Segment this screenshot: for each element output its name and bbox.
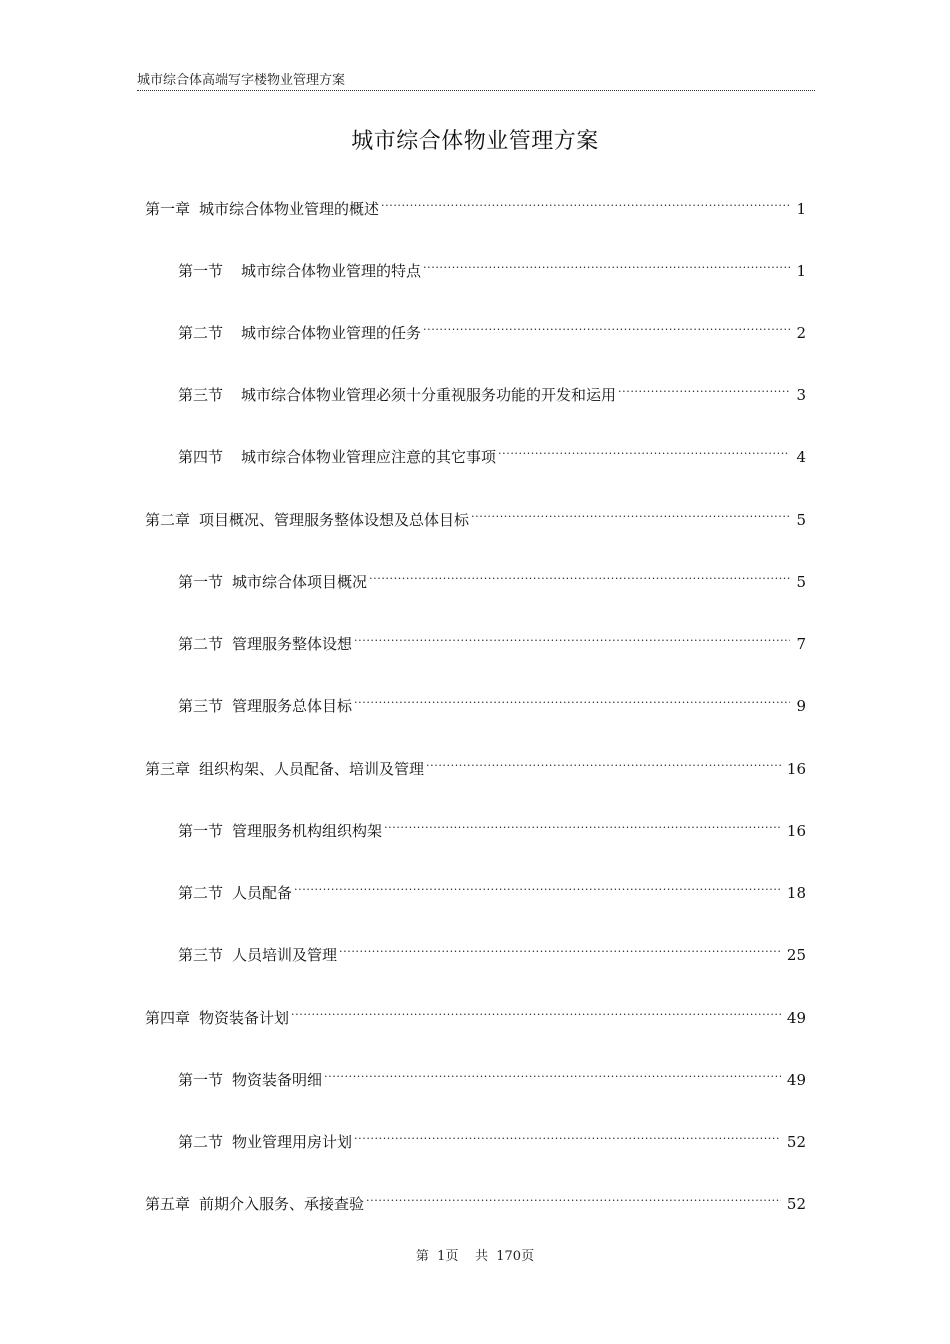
toc-entry[interactable] bbox=[145, 1006, 806, 1030]
toc-entry-number: 第一节 bbox=[178, 262, 224, 280]
dot-leader bbox=[423, 263, 790, 277]
toc-entry-page: 5 bbox=[796, 573, 806, 591]
toc-entry-number: 第一节 bbox=[178, 1071, 224, 1089]
toc-entry-number: 第一节 bbox=[178, 822, 224, 840]
toc-entry-title: 管理服务总体目标 bbox=[232, 697, 353, 715]
dot-leader bbox=[354, 698, 790, 712]
toc-entry-number: 第二章 bbox=[145, 511, 191, 529]
toc-entry-page: 16 bbox=[786, 822, 806, 840]
toc-entry-page: 1 bbox=[796, 262, 806, 280]
dot-leader bbox=[426, 761, 781, 775]
toc-entry-title: 城市综合体物业管理的任务 bbox=[241, 324, 422, 342]
toc-entry[interactable] bbox=[178, 632, 806, 656]
toc-entry-title: 管理服务机构组织构架 bbox=[232, 822, 383, 840]
toc-entry-title: 城市综合体物业管理应注意的其它事项 bbox=[241, 448, 497, 466]
page-number-label: 第 1页 共 170页 bbox=[415, 1249, 535, 1264]
toc-entry[interactable] bbox=[178, 321, 806, 345]
toc-entry[interactable] bbox=[145, 1192, 806, 1216]
toc-entry-title: 物业管理用房计划 bbox=[232, 1133, 353, 1151]
dot-leader bbox=[354, 636, 790, 650]
toc-entry-number: 第三节 bbox=[178, 386, 224, 404]
document-title: 城市综合体物业管理方案 bbox=[351, 129, 599, 154]
toc-entry-page: 1 bbox=[796, 200, 806, 218]
toc-entry-number: 第一节 bbox=[178, 573, 224, 591]
toc-entry-page: 9 bbox=[796, 697, 806, 715]
toc-entry-page: 25 bbox=[786, 946, 806, 964]
toc-entry[interactable] bbox=[178, 383, 806, 407]
toc-entry[interactable] bbox=[178, 819, 806, 843]
toc-entry[interactable] bbox=[178, 881, 806, 905]
toc-entry-number: 第三节 bbox=[178, 946, 224, 964]
dot-leader bbox=[354, 1134, 781, 1148]
toc-entry-page: 16 bbox=[786, 760, 806, 778]
toc-entry-number: 第三节 bbox=[178, 697, 224, 715]
dot-leader bbox=[291, 1010, 781, 1024]
toc-entry-page: 3 bbox=[796, 386, 806, 404]
toc-entry-title: 前期介入服务、承接查验 bbox=[199, 1195, 365, 1213]
toc-entry-number: 第一章 bbox=[145, 200, 191, 218]
dot-leader bbox=[471, 512, 790, 526]
toc-entry-number: 第三章 bbox=[145, 760, 191, 778]
toc-entry-page: 49 bbox=[786, 1071, 806, 1089]
toc-entry-number: 第二节 bbox=[178, 635, 224, 653]
toc-entry-title: 物资装备计划 bbox=[199, 1009, 290, 1027]
toc-entry-title: 项目概况、管理服务整体设想及总体目标 bbox=[199, 511, 470, 529]
toc-entry-title: 城市综合体物业管理必须十分重视服务功能的开发和运用 bbox=[241, 386, 617, 404]
toc-entry[interactable] bbox=[178, 259, 806, 283]
toc-entry-title: 组织构架、人员配备、培训及管理 bbox=[199, 760, 425, 778]
toc-entry-page: 52 bbox=[786, 1195, 806, 1213]
dot-leader bbox=[618, 387, 790, 401]
dot-leader bbox=[366, 1196, 781, 1210]
toc-entry-title: 城市综合体物业管理的特点 bbox=[241, 262, 422, 280]
toc-entry-number: 第二节 bbox=[178, 324, 224, 342]
toc-entry[interactable] bbox=[178, 694, 806, 718]
toc-entry-title: 人员培训及管理 bbox=[232, 946, 338, 964]
toc-entry-page: 5 bbox=[796, 511, 806, 529]
toc-entry[interactable] bbox=[145, 508, 806, 532]
toc-entry-title: 城市综合体项目概况 bbox=[232, 573, 368, 591]
dot-leader bbox=[294, 885, 781, 899]
dot-leader bbox=[369, 574, 790, 588]
dot-leader bbox=[498, 449, 790, 463]
toc-entry-number: 第四章 bbox=[145, 1009, 191, 1027]
toc-entry-page: 49 bbox=[786, 1009, 806, 1027]
page-footer bbox=[0, 1248, 950, 1266]
toc-entry[interactable] bbox=[178, 943, 806, 967]
toc-entry[interactable] bbox=[178, 445, 806, 469]
toc-entry-page: 52 bbox=[786, 1133, 806, 1151]
dot-leader bbox=[384, 823, 781, 837]
dot-leader bbox=[381, 201, 790, 215]
toc-entry-number: 第二节 bbox=[178, 884, 224, 902]
toc-entry[interactable] bbox=[145, 197, 806, 221]
dot-leader bbox=[324, 1072, 781, 1086]
toc-entry-page: 7 bbox=[796, 635, 806, 653]
dot-leader bbox=[423, 325, 790, 339]
toc-entry-number: 第五章 bbox=[145, 1195, 191, 1213]
toc-entry-title: 管理服务整体设想 bbox=[232, 635, 353, 653]
toc-entry[interactable] bbox=[178, 1068, 806, 1092]
toc-entry[interactable] bbox=[145, 757, 806, 781]
dot-leader bbox=[339, 947, 781, 961]
toc-entry-number: 第四节 bbox=[178, 448, 224, 466]
toc-entry-title: 人员配备 bbox=[232, 884, 293, 902]
running-header-text: 城市综合体高端写字楼物业管理方案 bbox=[137, 73, 346, 88]
running-header bbox=[137, 72, 815, 91]
toc-entry-number: 第二节 bbox=[178, 1133, 224, 1151]
toc-entry[interactable] bbox=[178, 570, 806, 594]
toc-entry-page: 4 bbox=[796, 448, 806, 466]
toc-entry-page: 18 bbox=[786, 884, 806, 902]
toc-entry-page: 2 bbox=[796, 324, 806, 342]
toc-entry-title: 城市综合体物业管理的概述 bbox=[199, 200, 380, 218]
toc-entry[interactable] bbox=[178, 1130, 806, 1154]
toc-entry-title: 物资装备明细 bbox=[232, 1071, 323, 1089]
